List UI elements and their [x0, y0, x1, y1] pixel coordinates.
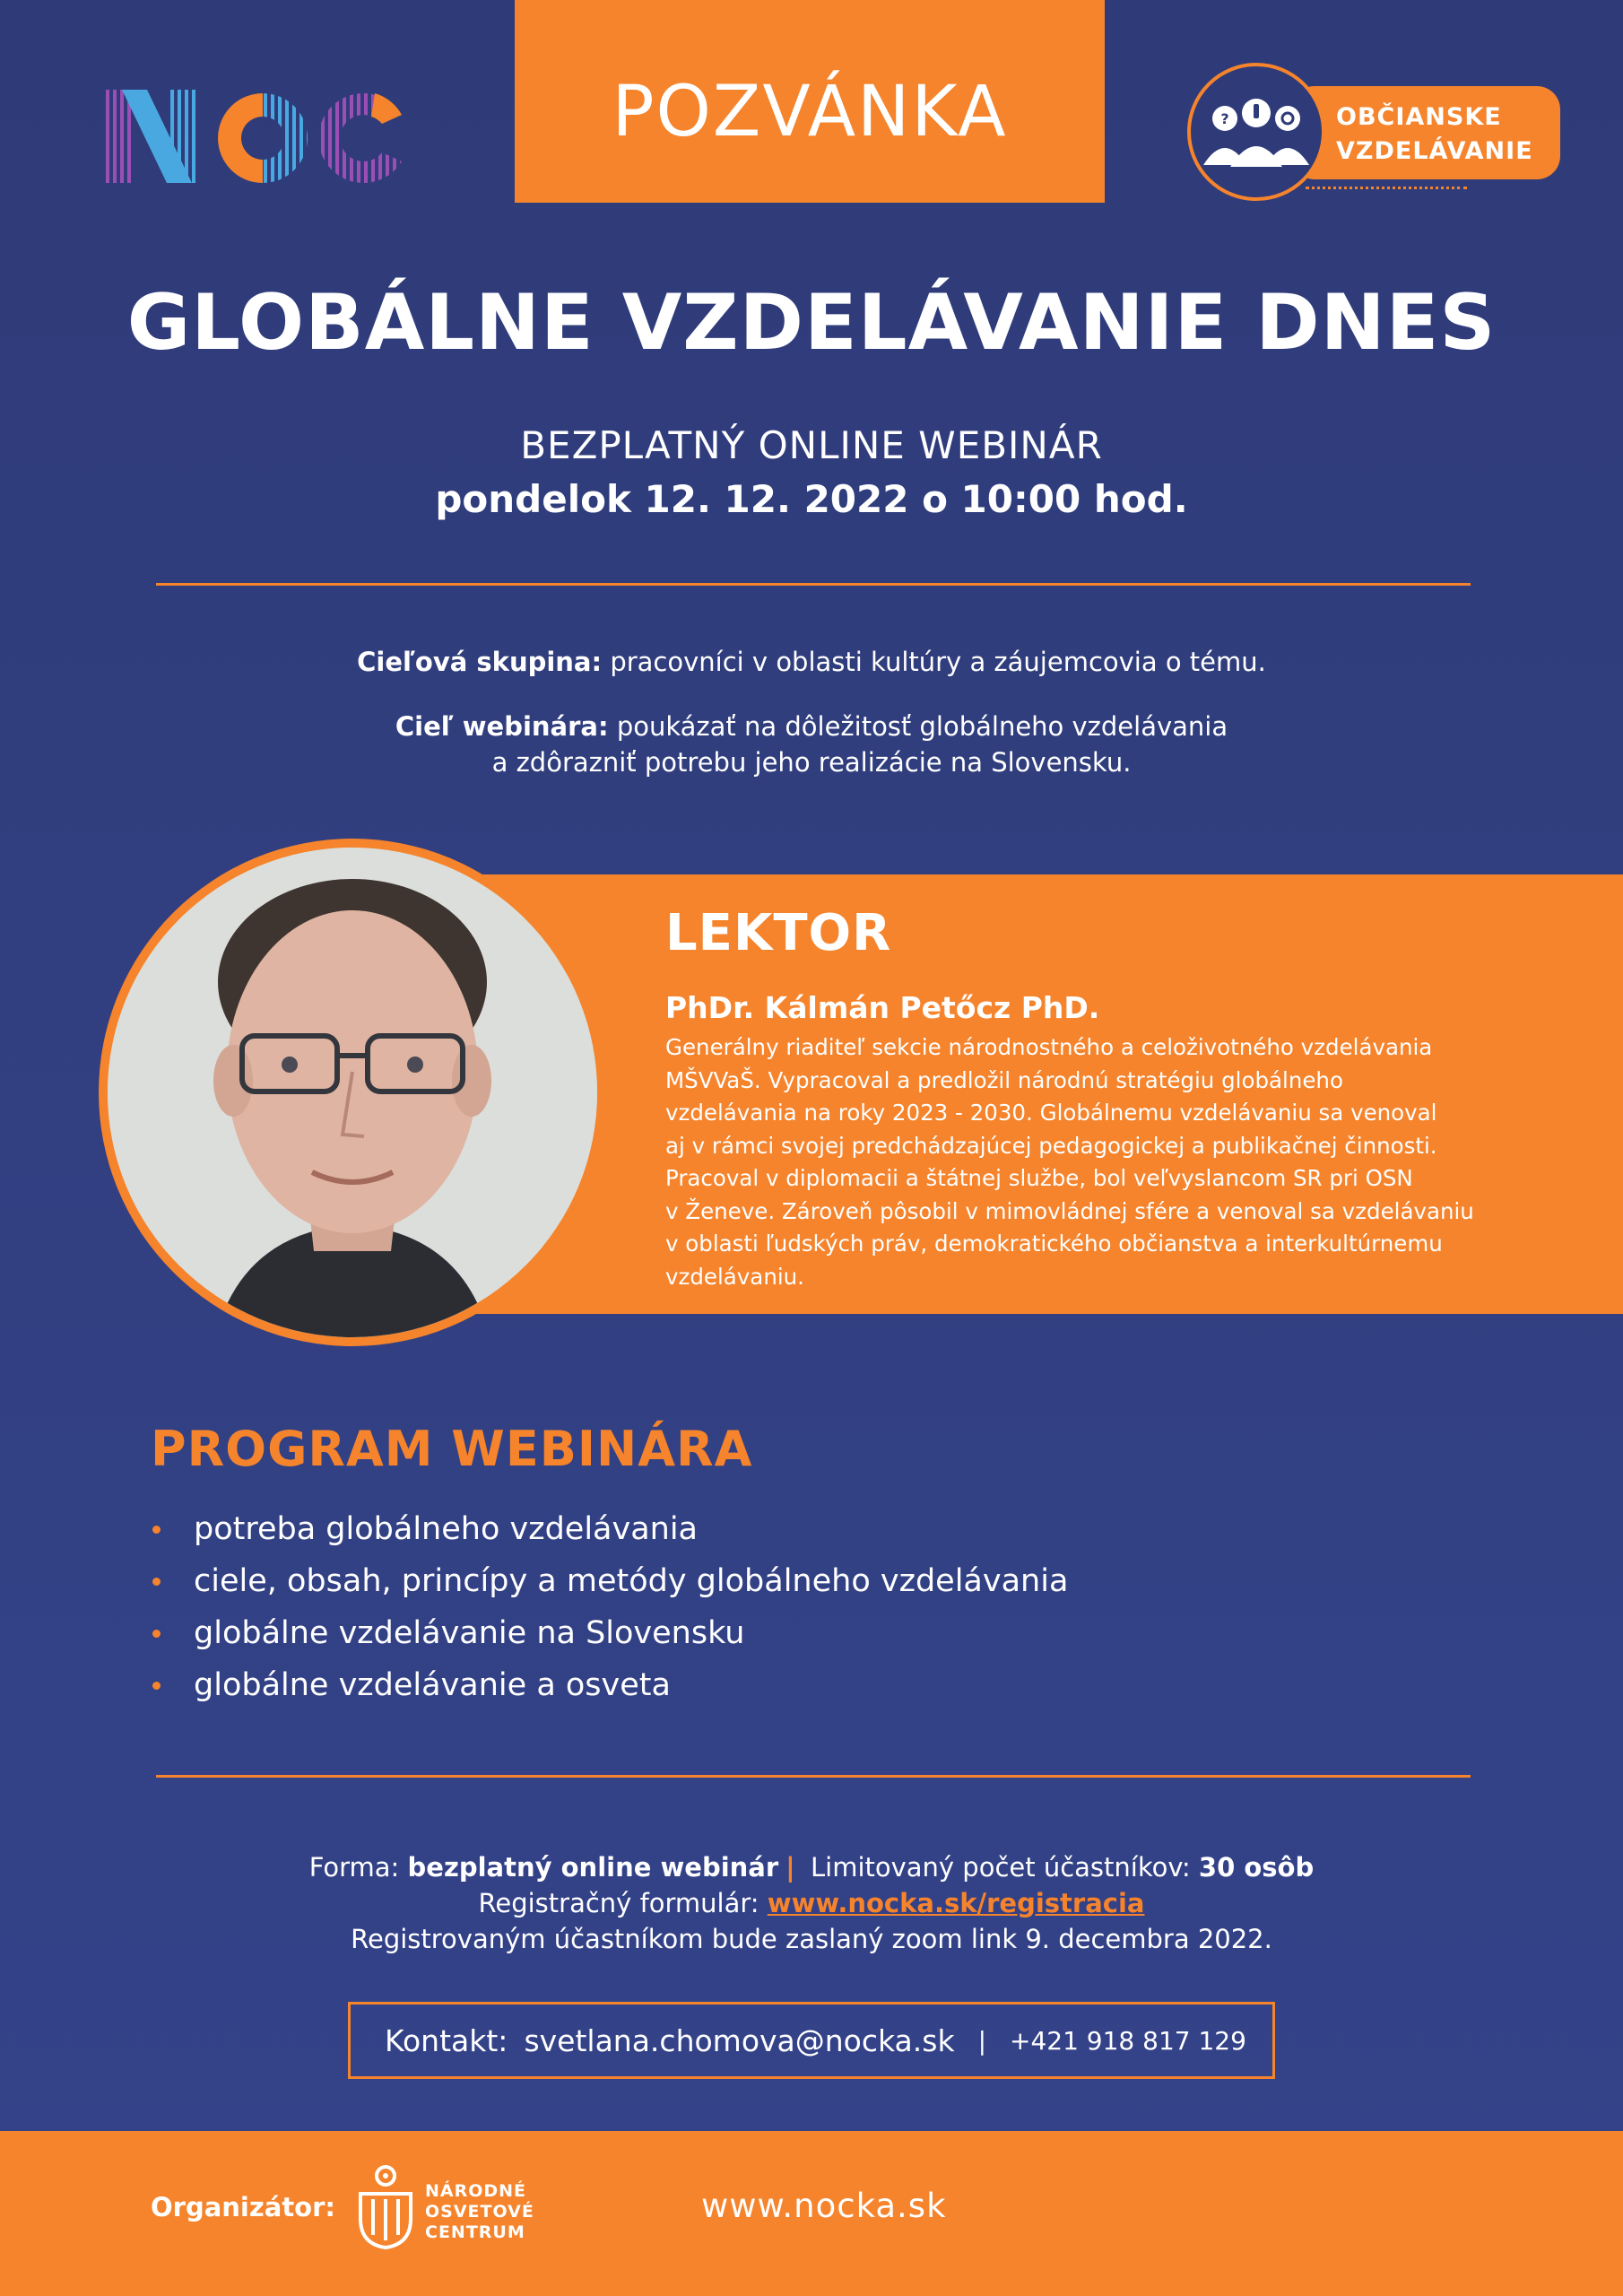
- civic-badge-text: [1336, 100, 1551, 169]
- contact-box: [348, 2002, 1275, 2079]
- civic-badge-line2: VZDELÁVANIE: [1336, 137, 1533, 165]
- lecturer-heading: LEKTOR: [665, 904, 892, 962]
- lecturer-portrait-image: [108, 848, 597, 1337]
- target-group-label: Cieľová skupina:: [357, 647, 603, 677]
- svg-text:?: ?: [1220, 110, 1229, 127]
- target-group-value: pracovníci v oblasti kultúry a záujemcovia o tému.: [602, 647, 1266, 677]
- event-title: GLOBÁLNE VZDELÁVANIE DNES: [126, 278, 1497, 368]
- zoom-note: Registrovaným účastníkom bude zaslaný zoom link 9. decembra 2022.: [351, 1924, 1272, 1954]
- webinar-goal: [0, 709, 1623, 780]
- program-item: ciele, obsah, princípy a metódy globálneho vzdelávania: [151, 1555, 1068, 1607]
- invitation-label: POZVÁNKA: [612, 72, 1008, 152]
- event-date: pondelok 12. 12. 2022 o 10:00 hod.: [435, 477, 1188, 521]
- program-heading: PROGRAM WEBINÁRA: [151, 1421, 753, 1477]
- program-list: [151, 1503, 1068, 1711]
- bio-line: v Ženeve. Zároveň pôsobil v mimovládnej sfére a venoval sa vzdelávaniu: [665, 1197, 1474, 1224]
- contact-phone[interactable]: +421 918 817 129: [1010, 2025, 1246, 2056]
- program-item: globálne vzdelávanie na Slovensku: [151, 1607, 1068, 1659]
- organizer-label: Organizátor:: [151, 2192, 336, 2222]
- program-item: globálne vzdelávanie a osveta: [151, 1659, 1068, 1711]
- organizer-name-line: NÁRODNÉ: [425, 2181, 527, 2201]
- divider-top: [156, 583, 1471, 586]
- organizer-name: [425, 2181, 534, 2243]
- lecturer-bio: [665, 1031, 1562, 1293]
- format-label: Forma:: [308, 1852, 408, 1883]
- civic-badge-line1: OBČIANSKE: [1336, 103, 1502, 131]
- lecturer-photo: [108, 848, 597, 1337]
- bio-line: Pracoval v diplomacii a štátnej službe, bol veľvyslancom SR pri OSN: [665, 1165, 1413, 1191]
- contact-label: Kontakt:: [385, 2022, 508, 2058]
- target-group: [0, 644, 1623, 680]
- noc-emblem-icon: [357, 2163, 414, 2249]
- lecturer-name: PhDr. Kálmán Petőcz PhD.: [665, 990, 1100, 1025]
- goal-label: Cieľ webinára:: [395, 711, 609, 742]
- contact-separator: |: [977, 2025, 986, 2056]
- people-ideas-icon: [1191, 66, 1322, 197]
- website-link[interactable]: www.nocka.sk: [701, 2187, 947, 2225]
- registration-line: [0, 1885, 1623, 1921]
- civic-badge-circle: [1187, 63, 1325, 201]
- bio-line: vzdelávania na roky 2023 - 2030. Globálnemu vzdelávaniu sa venoval: [665, 1100, 1437, 1126]
- limit-label: Limitovaný počet účastníkov:: [802, 1852, 1199, 1883]
- contact-email[interactable]: svetlana.chomova@nocka.sk: [524, 2022, 955, 2058]
- bio-line: Generálny riaditeľ sekcie národnostného a celoživotného vzdelávania: [665, 1034, 1433, 1060]
- organizer-name-line: CENTRUM: [425, 2222, 525, 2242]
- bio-line: vzdelávaniu.: [665, 1263, 804, 1290]
- separator: |: [785, 1852, 795, 1883]
- organizer-name-line: OSVETOVÉ: [425, 2202, 534, 2222]
- program-item: potreba globálneho vzdelávania: [151, 1503, 1068, 1555]
- noc-logo: [106, 88, 402, 187]
- bio-line: v oblasti ľudských práv, demokratického občianstva a interkultúrnemu: [665, 1231, 1443, 1257]
- goal-value-line1: poukázať na dôležitosť globálneho vzdelávania: [608, 711, 1228, 742]
- goal-value-line2: a zdôrazniť potrebu jeho realizácie na Slovensku.: [491, 747, 1132, 778]
- registration-link[interactable]: www.nocka.sk/registracia: [767, 1888, 1145, 1918]
- invitation-banner: [515, 0, 1105, 203]
- divider-bottom: [156, 1775, 1471, 1778]
- limit-value: 30 osôb: [1198, 1852, 1315, 1883]
- event-subtitle: BEZPLATNÝ ONLINE WEBINÁR: [520, 423, 1103, 467]
- format-line: [0, 1849, 1623, 1885]
- bio-line: MŠVVaŠ. Vypracoval a predložil národnú stratégiu globálneho: [665, 1066, 1343, 1093]
- format-value: bezplatný online webinár: [407, 1852, 779, 1883]
- registration-label: Registračný formulár:: [478, 1888, 768, 1918]
- bio-line: aj v rámci svojej predchádzajúcej pedagogickej a publikačnej činnosti.: [665, 1132, 1437, 1159]
- civic-badge-dots: [1306, 187, 1467, 190]
